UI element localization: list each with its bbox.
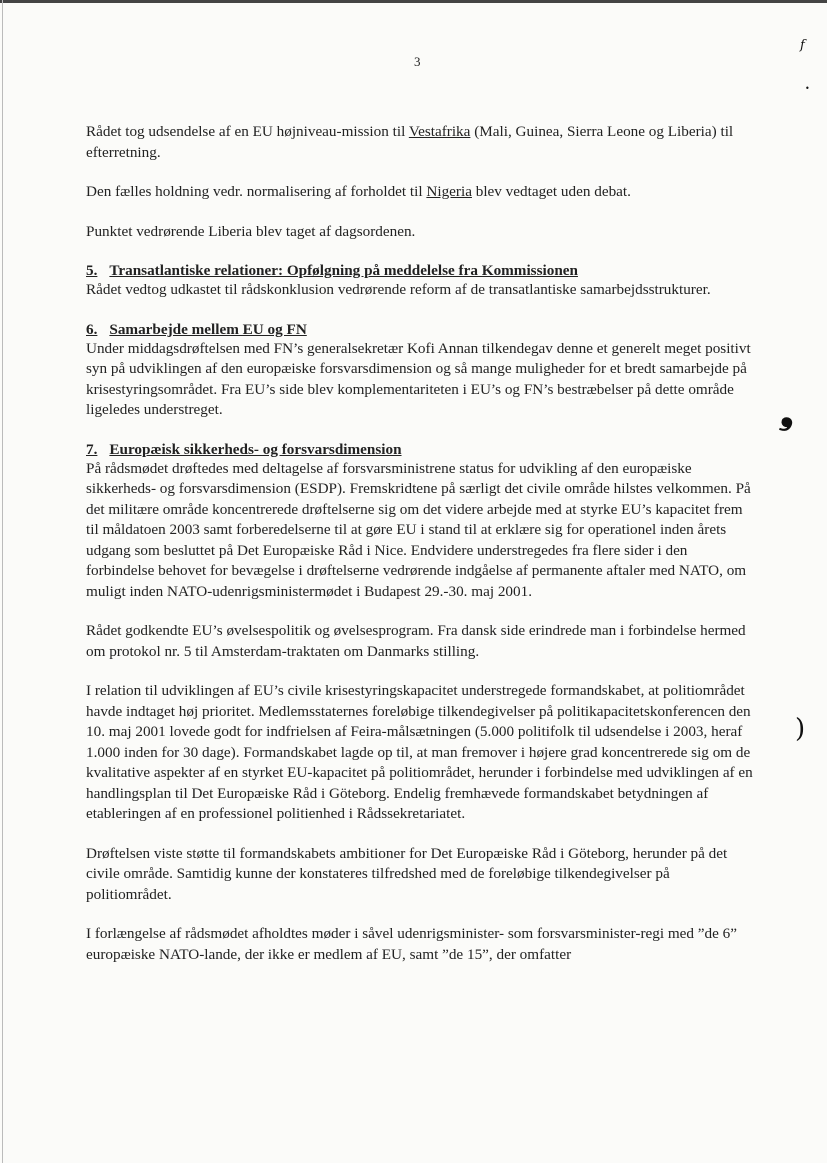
paragraph-nigeria [86,182,756,203]
section-body-6: Under middagsdrøftelsen med FN’s generalsekretær Kofi Annan tilkendegav denne et generelt meget positivt syn på udviklingen af den europæiske forsvarsdimension og så mange muligheder for et bredt samarbejde på krisestyringsområdet. Fra EU’s side blev komplementariteten i EU’s og FN’s bestræbelser på dette område ligeledes understreget. [86,339,751,418]
vestafrika-link[interactable]: Vestafrika [408,123,471,140]
section-title: Samarbejde mellem EU og FN [109,320,307,338]
paragraph-oevelsespolitik: Rådet godkendte EU’s øvelsespolitik og øvelsesprogram. Fra dansk side erindrede man i forbindelse hermed om protokol nr. 5 til Amsterdam-traktaten om Danmarks stilling. [86,622,746,660]
section-body-5: Rådet vedtog udkastet til rådskonklusion vedrørende reform af de transatlantiske samarbejdsstrukturer. [86,281,711,298]
paragraph-krisestyring: I relation til udviklingen af EU’s civile krisestyringskapacitet understregede formandskabet, at politiområdet havde indtaget høj prioritet. Medlemsstaternes foreløbige tilkendegivelser på politikapacitetskonferencen den 10. maj 2001 lovede godt for indfrielsen af Feira-målsætningen (5.000 politifolk til udsendelse i 2003, heraf 1.000 inden for 30 dage). Formandskabet lagde op til, at man fremover i højere grad koncentrerede sig om de kvalitative aspekter af en styrket EU-kapacitet på politiområdet, herunder i forbindelse med udviklingen af en handlingsplan til Det Europæiske Råd i Göteborg. Endelig fremhævede formandskabet betydningen af etableringen af en professionel politienhed i Rådssekretariatet. [86,682,753,822]
section-number: 7. [86,440,98,458]
text-run: blev vedtaget uden debat. [471,183,631,200]
hole-punch-mark: ) [795,714,806,744]
page-number: 3 [414,54,421,69]
hole-punch-mark: ❟ [777,392,803,436]
section-heading-7 [86,440,756,459]
section-title: Transatlantiske relationer: Opfølgning på meddelelse fra Kommissionen [109,262,578,279]
document-body [86,122,756,984]
paragraph-liberia: Punktet vedrørende Liberia blev taget af dagsordenen. [86,222,416,240]
paragraph-goeteborg: Drøftelsen viste støtte til formandskabets ambitioner for Det Europæiske Råd i Göteborg, herunder på det civile område. Samtidig kunne der konstateres tilfredshed med de foreløbige tilkendegivelser på politiområdet. [86,844,728,903]
section-number: 6. [86,320,98,338]
section-heading-5 [86,261,756,280]
paragraph-vestafrika [86,122,756,163]
section-body-7: På rådsmødet drøftedes med deltagelse af forsvarsministrene status for udvikling af den europæiske sikkerheds- og forsvarsdimension (ESDP). Fremskridtene på særligt det civile område hilstes velkommen. På det militære område koncentrerede drøftelserne sig om det videre arbejde med at styrke EU’s kapacitet frem til måldatoen 2003 samt forberedelserne til at gøre EU i stand til at erklære sig for operationel inden årets udgang som besluttet på Det Europæiske Råd i Nice. Endvidere understregedes fra flere sider i den forbindelse behovet for bevægelse i drøftelserne vedrørende indgåelse af permanente aftaler med NATO, om muligt inden NATO-udenrigsministermødet i Budapest 29.-30. maj 2001. [86,459,751,600]
nigeria-link[interactable]: Nigeria [426,183,472,200]
left-scan-edge [2,0,3,1163]
text-run: Den fælles holdning vedr. normalisering af forholdet til [86,183,427,200]
section-title: Europæisk sikkerheds- og forsvarsdimension [109,440,402,458]
scan-mark: f [800,38,805,53]
paragraph-nato-moeder: I forlængelse af rådsmødet afholdtes møder i såvel udenrigsminister- som forsvarsminister-regi med ”de 6” europæiske NATO-lande, der ikke er medlem af EU, samt ”de 15”, der omfatter [86,925,738,963]
section-number: 5. [86,262,98,279]
top-border-line [0,0,827,3]
scan-mark: • [805,84,810,93]
text-run: (Mali, Guinea, Sierra Leone og Liberia) til efterretning. [86,123,734,161]
text-run: Rådet tog udsendelse af en EU højniveau-mission til [86,123,409,140]
section-heading-6 [86,320,756,339]
